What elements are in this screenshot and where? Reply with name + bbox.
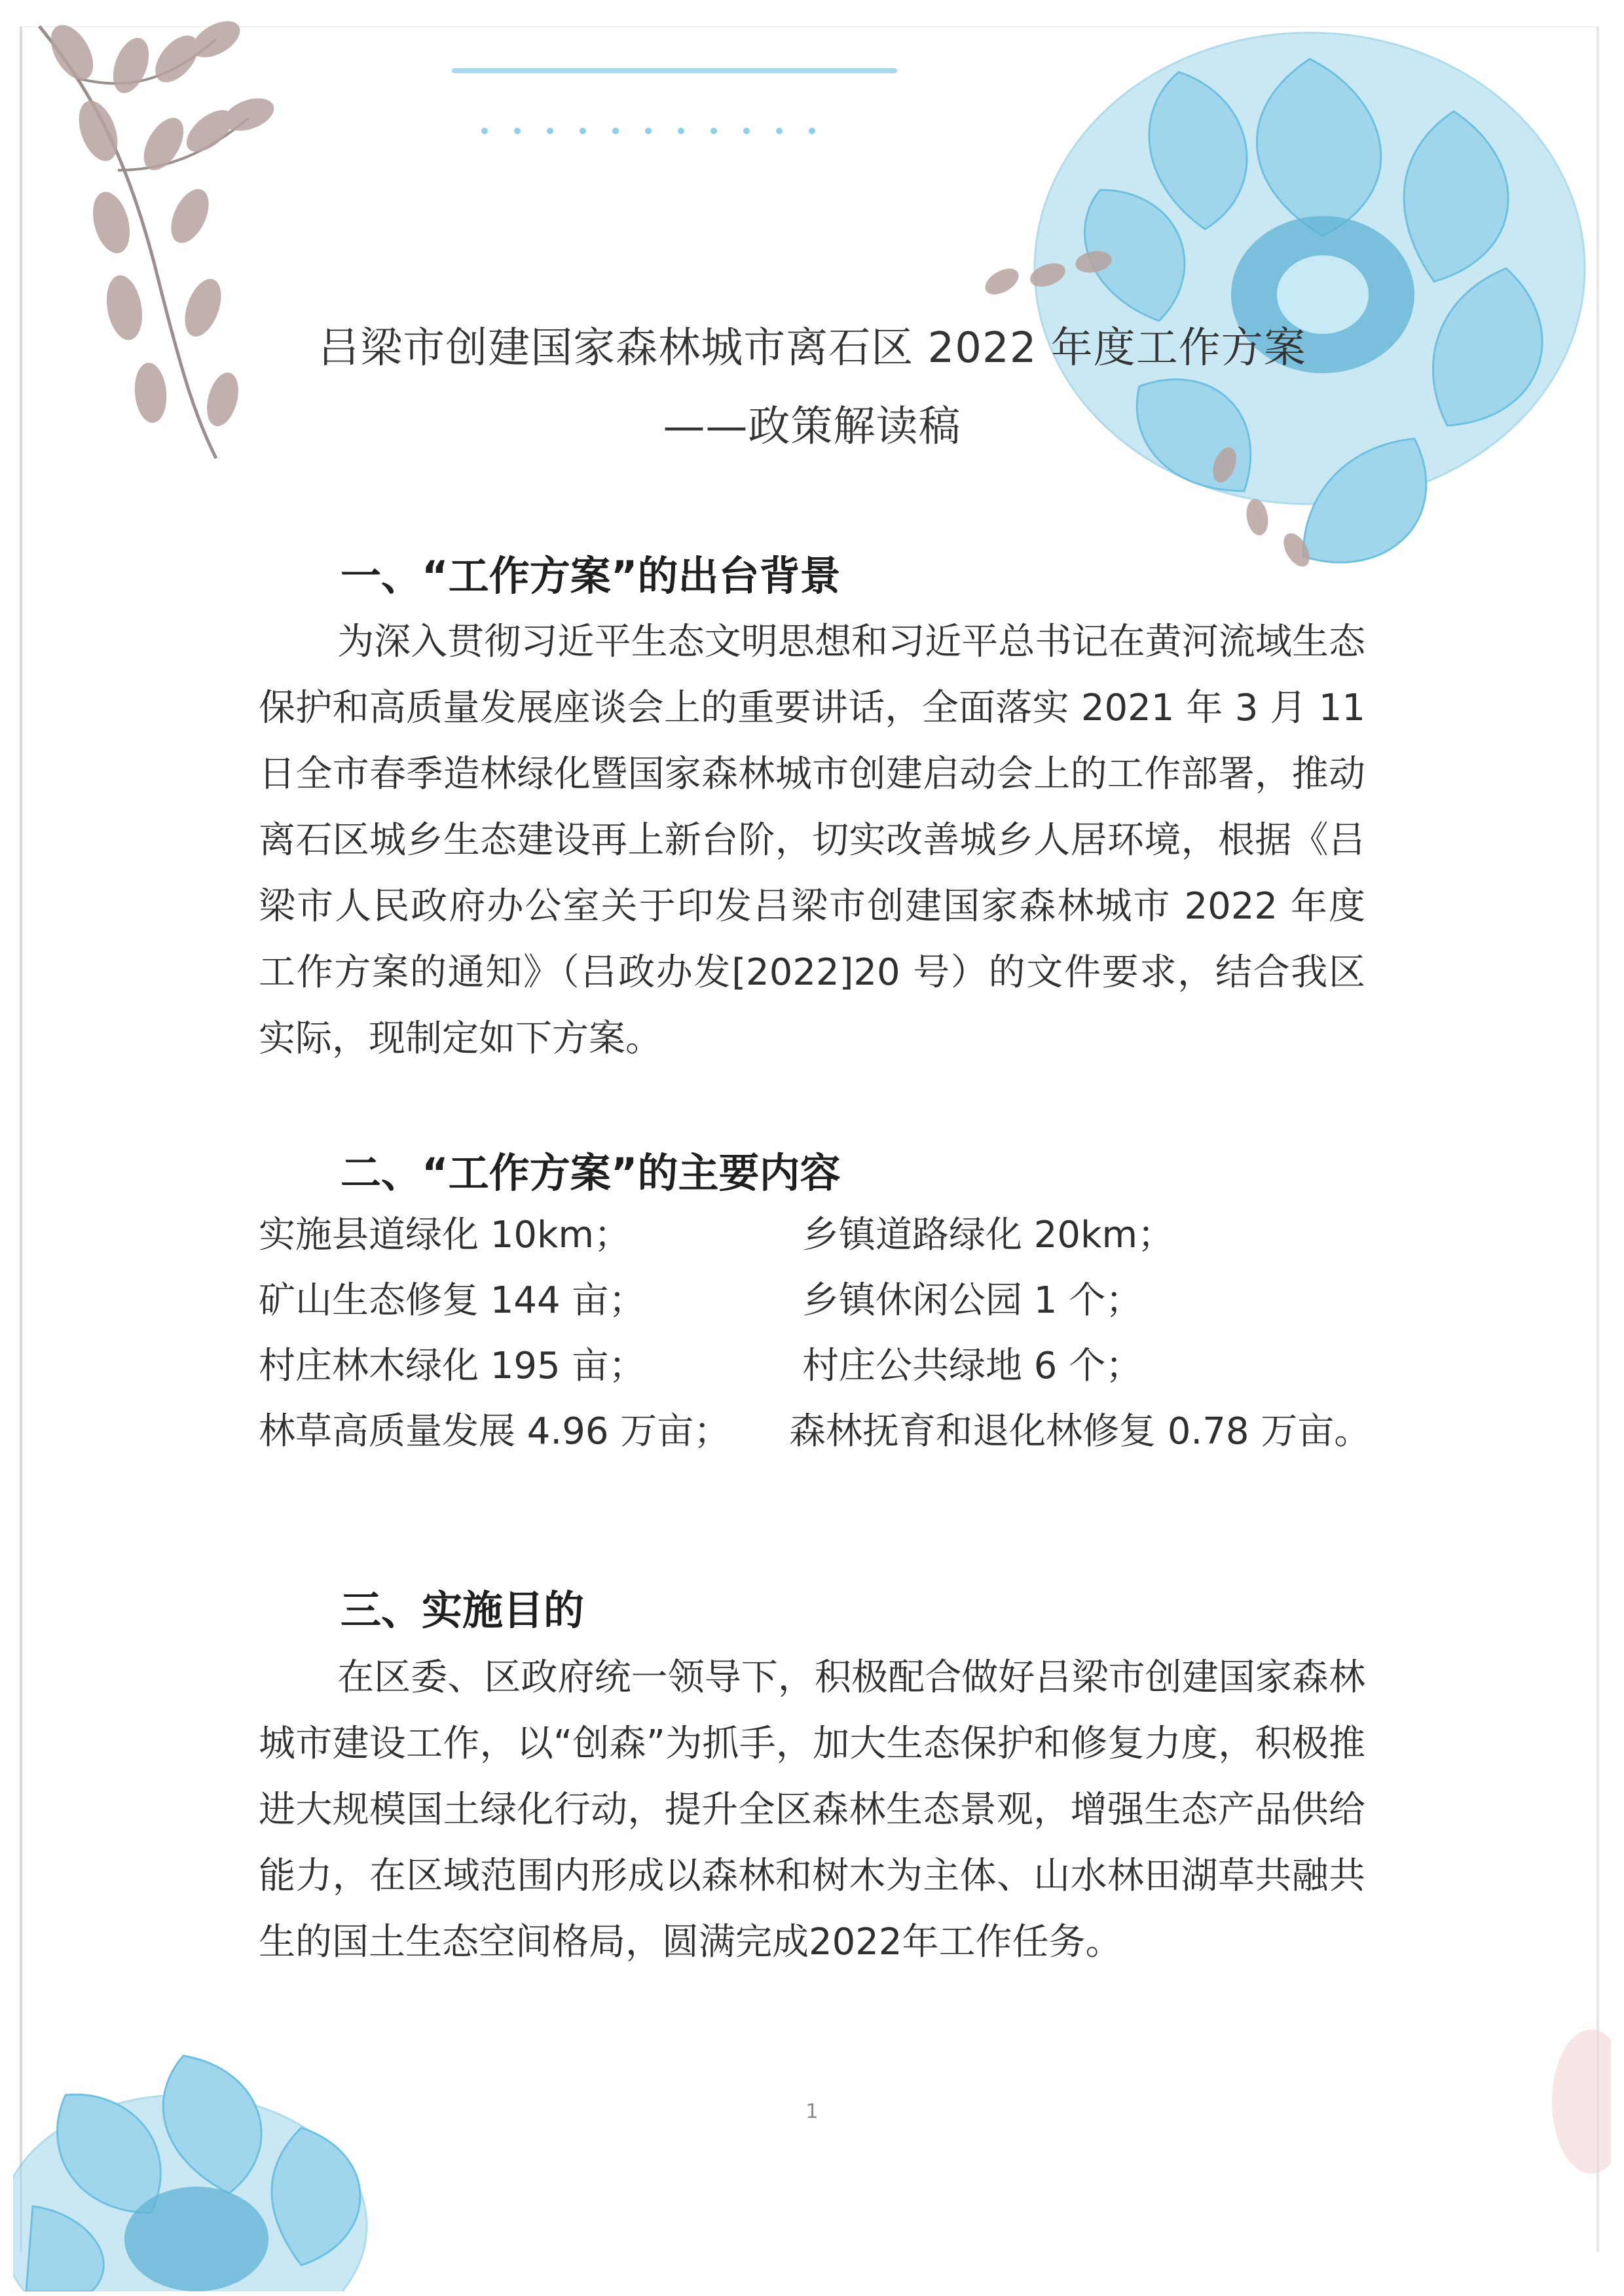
content-item: 林草高质量发展 4.96 万亩； [259, 1410, 731, 1453]
content-item: 实施县道绿化 10km； [259, 1214, 631, 1256]
content-item: 村庄林木绿化 195 亩； [259, 1345, 646, 1387]
section3-body [259, 1645, 1365, 1975]
content-item: 矿山生态修复 144 亩； [259, 1279, 646, 1322]
page-number: 1 [805, 2100, 819, 2123]
document-title: 吕梁市创建国家森林城市离石区 2022 年度工作方案 [318, 324, 1306, 373]
section1-body [259, 609, 1365, 1072]
top-divider-line [452, 68, 897, 73]
section3-heading: 三、实施目的 [341, 1586, 585, 1634]
content-item: 森林抚育和退化林修复 0.78 万亩。 [789, 1410, 1371, 1453]
section1-heading: 一、“工作方案”的出台背景 [341, 552, 841, 600]
document-subtitle: ——政策解读稿 [663, 403, 961, 451]
succulent-flower-bottom-left-icon [13, 2043, 471, 2291]
content-item: 村庄公共绿地 6 个； [802, 1345, 1143, 1387]
section1-body-text: 为深入贯彻习近平生态文明思想和习近平总书记在黄河流域生态保护和高质量发展座谈会上的重要讲话，全面落实 2021 年 3 月 11 日全市春季造林绿化暨国家森林城市创建启动会上的工作部署，推动离石区城乡生态建设再上新台阶，切实改善城乡人居环境，根据《吕梁市人民政府办公室关于印发吕梁市创建国家森林城市 2022 年度工作方案的通知》（吕政办发[2022]20 号）的文件要求，结合我区实际，现制定如下方案。 [259, 621, 1365, 1060]
content-item: 乡镇道路绿化 20km； [802, 1214, 1175, 1256]
content-item: 乡镇休闲公园 1 个； [802, 1279, 1143, 1322]
section2-heading: 二、“工作方案”的主要内容 [341, 1149, 841, 1197]
section3-body-text: 在区委、区政府统一领导下，积极配合做好吕梁市创建国家森林城市建设工作，以“创森”为抓手，加大生态保护和修复力度，积极推进大规模国土绿化行动，提升全区森林生态景观，增强生态产品供给能力，在区域范围内形成以森林和树木为主体、山水林田湖草共融共生的国土生态空间格局，圆满完成2022年工作任务。 [259, 1656, 1365, 1963]
dot-row-icon [478, 124, 845, 137]
